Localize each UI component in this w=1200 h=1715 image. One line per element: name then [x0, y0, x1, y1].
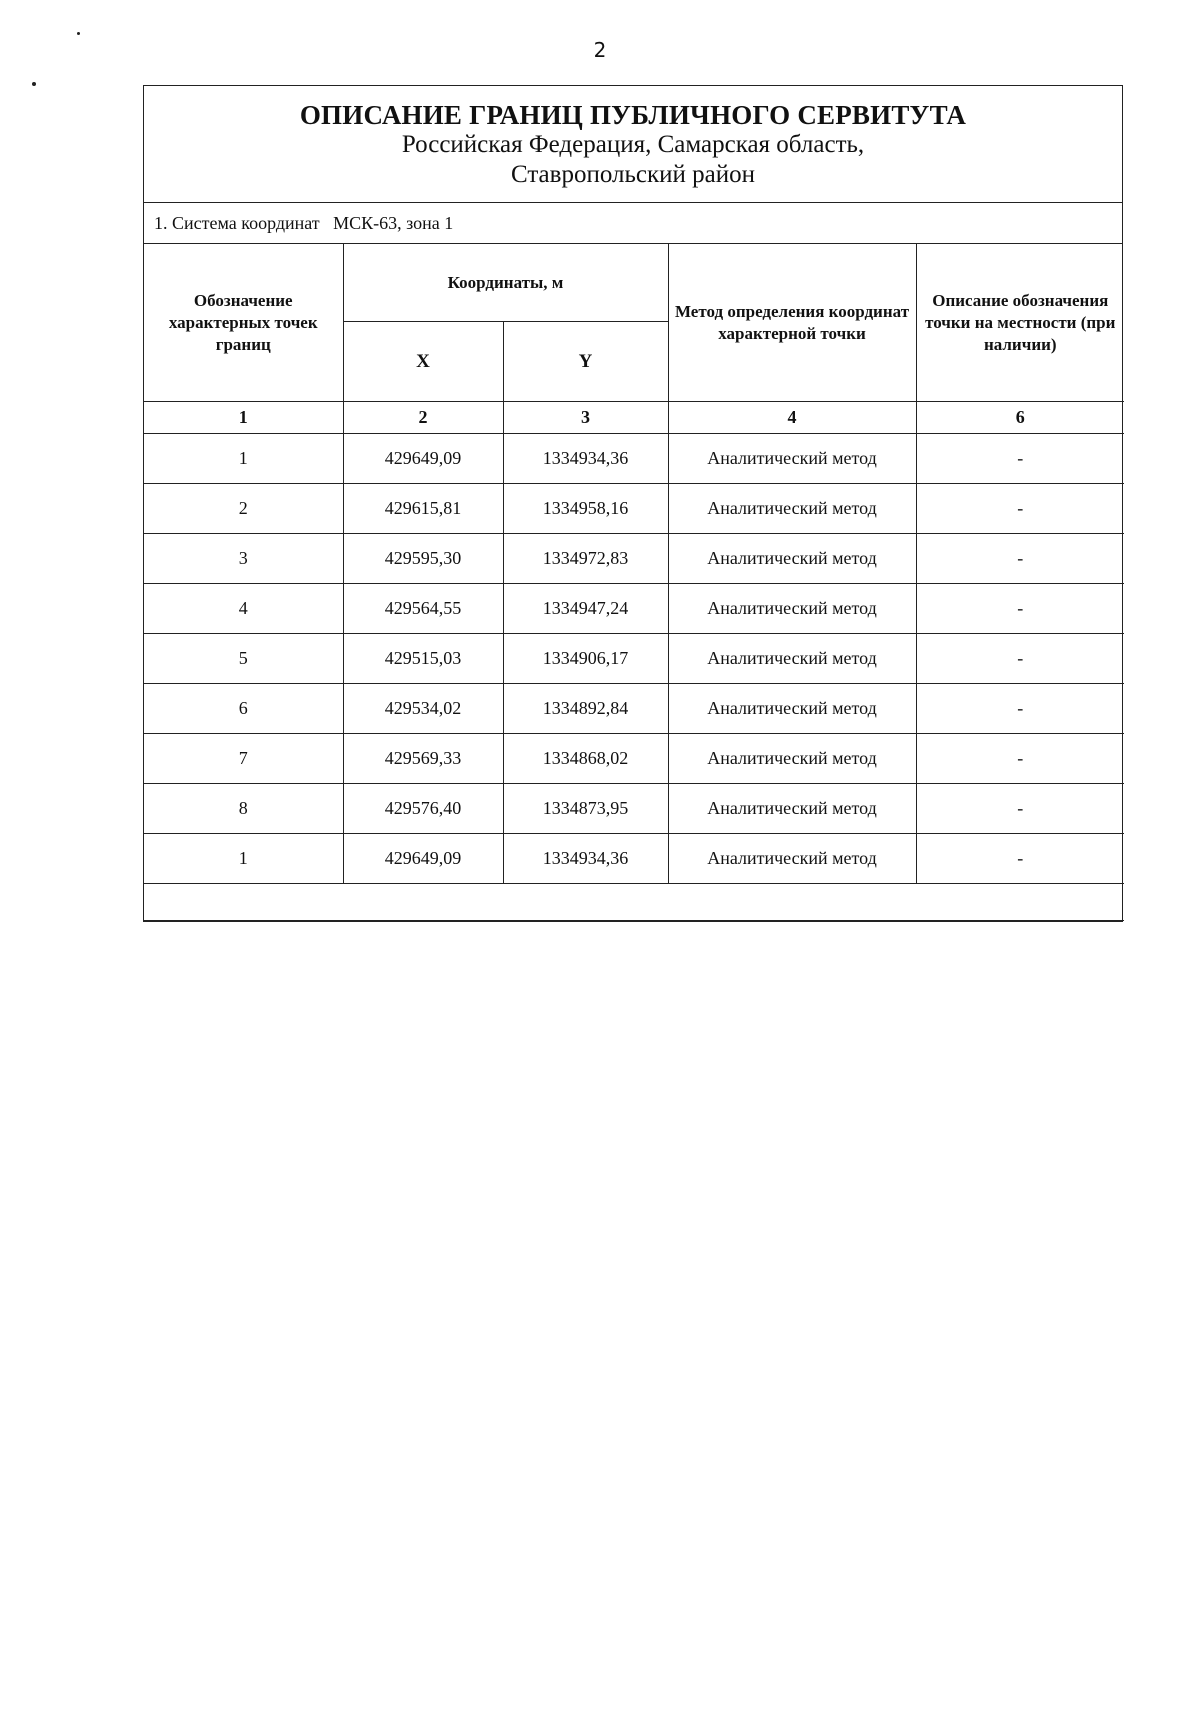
point-id: 7 [144, 734, 343, 784]
empty-footer-cell [144, 884, 1124, 921]
header-description: Описание обозначения точки на местности (при наличии) [916, 244, 1124, 402]
table-row [144, 434, 1124, 484]
coord-x: 429576,40 [343, 784, 503, 834]
point-description: - [916, 834, 1124, 884]
header-row [144, 244, 1124, 322]
coord-y: 1334958,16 [503, 484, 668, 534]
point-id: 5 [144, 634, 343, 684]
coord-x: 429534,02 [343, 684, 503, 734]
empty-footer-row [144, 884, 1124, 921]
method: Аналитический метод [668, 634, 916, 684]
point-description: - [916, 484, 1124, 534]
coord-x: 429615,81 [343, 484, 503, 534]
coordinate-system: 1. Система координат МСК-63, зона 1 [144, 203, 1122, 244]
coord-y: 1334972,83 [503, 534, 668, 584]
point-description: - [916, 634, 1124, 684]
method: Аналитический метод [668, 484, 916, 534]
region-line: Российская Федерация, Самарская область, [401, 131, 865, 158]
header-y: Y [503, 322, 668, 402]
point-id: 1 [144, 834, 343, 884]
method: Аналитический метод [668, 434, 916, 484]
servitude-boundary-document [143, 85, 1123, 922]
coord-x: 429515,03 [343, 634, 503, 684]
table-row [144, 734, 1124, 784]
coord-y: 1334868,02 [503, 734, 668, 784]
column-number: 4 [668, 402, 916, 434]
point-id: 3 [144, 534, 343, 584]
column-number: 2 [343, 402, 503, 434]
point-description: - [916, 434, 1124, 484]
point-description: - [916, 784, 1124, 834]
table-row [144, 584, 1124, 634]
coord-y: 1334947,24 [503, 584, 668, 634]
header-x: X [343, 322, 503, 402]
point-id: 2 [144, 484, 343, 534]
table-row [144, 634, 1124, 684]
point-description: - [916, 584, 1124, 634]
table-row [144, 484, 1124, 534]
method: Аналитический метод [668, 784, 916, 834]
coord-y: 1334934,36 [503, 834, 668, 884]
method: Аналитический метод [668, 834, 916, 884]
coord-y: 1334873,95 [503, 784, 668, 834]
point-description: - [916, 684, 1124, 734]
coord-x: 429564,55 [343, 584, 503, 634]
coord-y: 1334892,84 [503, 684, 668, 734]
point-id: 8 [144, 784, 343, 834]
table-row [144, 834, 1124, 884]
method: Аналитический метод [668, 584, 916, 634]
header-method: Метод определения координат характерной точки [668, 244, 916, 402]
scan-speck [77, 32, 80, 35]
coord-x: 429595,30 [343, 534, 503, 584]
header-designation: Обозначение характерных точек границ [144, 244, 343, 402]
boundary-points-table [144, 244, 1124, 921]
coord-y: 1334934,36 [503, 434, 668, 484]
column-number: 1 [144, 402, 343, 434]
coord-x: 429569,33 [343, 734, 503, 784]
method: Аналитический метод [668, 684, 916, 734]
point-id: 6 [144, 684, 343, 734]
method: Аналитический метод [668, 734, 916, 784]
point-description: - [916, 734, 1124, 784]
point-id: 1 [144, 434, 343, 484]
scan-speck [32, 82, 36, 86]
point-description: - [916, 534, 1124, 584]
district-line: Ставропольский район [510, 161, 755, 188]
column-number: 6 [916, 402, 1124, 434]
column-number: 3 [503, 402, 668, 434]
coord-x: 429649,09 [343, 434, 503, 484]
table-row [144, 784, 1124, 834]
method: Аналитический метод [668, 534, 916, 584]
header-coordinates: Координаты, м [343, 244, 668, 322]
column-numbers-row [144, 402, 1124, 434]
table-row [144, 684, 1124, 734]
table-row [144, 534, 1124, 584]
page-number: 2 [593, 38, 607, 62]
title-block [144, 86, 1122, 203]
point-id: 4 [144, 584, 343, 634]
document-title: ОПИСАНИЕ ГРАНИЦ ПУБЛИЧНОГО СЕРВИТУТА [299, 100, 967, 130]
coord-x: 429649,09 [343, 834, 503, 884]
coord-y: 1334906,17 [503, 634, 668, 684]
